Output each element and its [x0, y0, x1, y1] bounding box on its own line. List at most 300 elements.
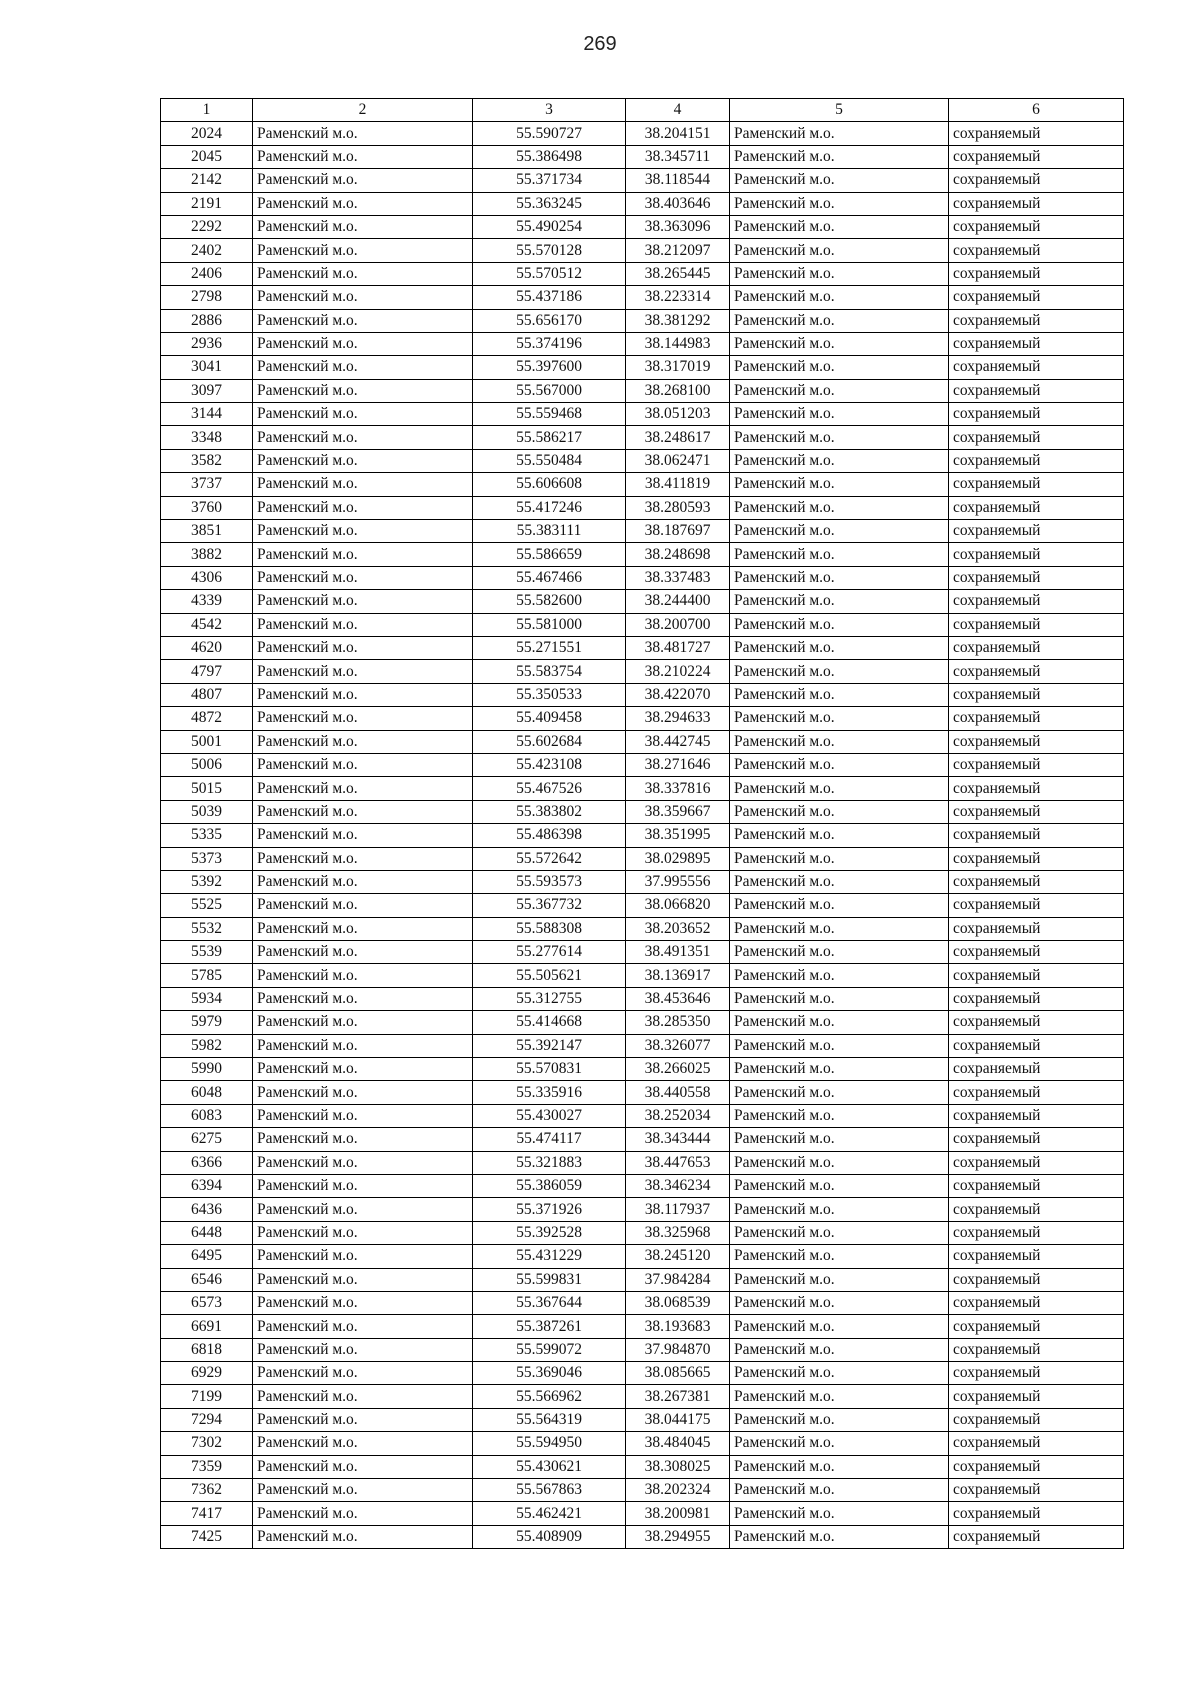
municipality-cell: Раменский м.о.: [253, 1385, 473, 1408]
municipality-cell: Раменский м.о.: [253, 1315, 473, 1338]
municipality-cell: Раменский м.о.: [253, 309, 473, 332]
latitude-cell: 55.593573: [473, 870, 626, 893]
location-cell: Раменский м.о.: [730, 192, 949, 215]
row-number-cell: 5990: [161, 1058, 253, 1081]
municipality-cell: Раменский м.о.: [253, 1432, 473, 1455]
latitude-cell: 55.486398: [473, 824, 626, 847]
column-header-6: 6: [949, 99, 1124, 122]
row-number-cell: 6546: [161, 1268, 253, 1291]
municipality-cell: Раменский м.о.: [253, 1221, 473, 1244]
latitude-cell: 55.570128: [473, 239, 626, 262]
row-number-cell: 2045: [161, 145, 253, 168]
latitude-cell: 55.374196: [473, 332, 626, 355]
row-number-cell: 5982: [161, 1034, 253, 1057]
municipality-cell: Раменский м.о.: [253, 987, 473, 1010]
row-number-cell: 7199: [161, 1385, 253, 1408]
latitude-cell: 55.582600: [473, 590, 626, 613]
status-cell: сохраняемый: [949, 543, 1124, 566]
latitude-cell: 55.467526: [473, 777, 626, 800]
longitude-cell: 38.117937: [626, 1198, 730, 1221]
table-row: [161, 1408, 1124, 1431]
latitude-cell: 55.602684: [473, 730, 626, 753]
municipality-cell: Раменский м.о.: [253, 1034, 473, 1057]
latitude-cell: 55.590727: [473, 122, 626, 145]
longitude-cell: 38.337483: [626, 566, 730, 589]
row-number-cell: 6394: [161, 1174, 253, 1197]
status-cell: сохраняемый: [949, 613, 1124, 636]
location-cell: Раменский м.о.: [730, 636, 949, 659]
table-row: [161, 753, 1124, 776]
objects-table: [160, 98, 1124, 1549]
row-number-cell: 3041: [161, 356, 253, 379]
table-row: [161, 590, 1124, 613]
municipality-cell: Раменский м.о.: [253, 1291, 473, 1314]
row-number-cell: 5525: [161, 894, 253, 917]
latitude-cell: 55.383802: [473, 800, 626, 823]
table-row: [161, 1432, 1124, 1455]
municipality-cell: Раменский м.о.: [253, 941, 473, 964]
municipality-cell: Раменский м.о.: [253, 145, 473, 168]
longitude-cell: 38.248698: [626, 543, 730, 566]
location-cell: Раменский м.о.: [730, 1291, 949, 1314]
table-row: [161, 309, 1124, 332]
column-header-1: 1: [161, 99, 253, 122]
table-row: [161, 660, 1124, 683]
longitude-cell: 37.984870: [626, 1338, 730, 1361]
latitude-cell: 55.369046: [473, 1362, 626, 1385]
table-row: [161, 870, 1124, 893]
latitude-cell: 55.363245: [473, 192, 626, 215]
table-row: [161, 777, 1124, 800]
status-cell: сохраняемый: [949, 590, 1124, 613]
status-cell: сохраняемый: [949, 473, 1124, 496]
longitude-cell: 38.118544: [626, 169, 730, 192]
location-cell: Раменский м.о.: [730, 566, 949, 589]
table-row: [161, 145, 1124, 168]
table-row: [161, 1455, 1124, 1478]
location-cell: Раменский м.о.: [730, 590, 949, 613]
longitude-cell: 38.326077: [626, 1034, 730, 1057]
latitude-cell: 55.594950: [473, 1432, 626, 1455]
longitude-cell: 38.085665: [626, 1362, 730, 1385]
status-cell: сохраняемый: [949, 730, 1124, 753]
longitude-cell: 38.029895: [626, 847, 730, 870]
municipality-cell: Раменский м.о.: [253, 777, 473, 800]
location-cell: Раменский м.о.: [730, 309, 949, 332]
latitude-cell: 55.570512: [473, 262, 626, 285]
municipality-cell: Раменский м.о.: [253, 239, 473, 262]
status-cell: сохраняемый: [949, 800, 1124, 823]
table-row: [161, 215, 1124, 238]
municipality-cell: Раменский м.о.: [253, 1408, 473, 1431]
table-row: [161, 847, 1124, 870]
location-cell: Раменский м.о.: [730, 543, 949, 566]
latitude-cell: 55.567000: [473, 379, 626, 402]
longitude-cell: 38.351995: [626, 824, 730, 847]
row-number-cell: 2191: [161, 192, 253, 215]
row-number-cell: 2142: [161, 169, 253, 192]
municipality-cell: Раменский м.о.: [253, 730, 473, 753]
location-cell: Раменский м.о.: [730, 122, 949, 145]
location-cell: Раменский м.о.: [730, 613, 949, 636]
location-cell: Раменский м.о.: [730, 1338, 949, 1361]
status-cell: сохраняемый: [949, 1338, 1124, 1361]
longitude-cell: 38.144983: [626, 332, 730, 355]
longitude-cell: 38.345711: [626, 145, 730, 168]
row-number-cell: 6818: [161, 1338, 253, 1361]
status-cell: сохраняемый: [949, 1502, 1124, 1525]
longitude-cell: 38.204151: [626, 122, 730, 145]
municipality-cell: Раменский м.о.: [253, 753, 473, 776]
longitude-cell: 38.403646: [626, 192, 730, 215]
latitude-cell: 55.397600: [473, 356, 626, 379]
status-cell: сохраняемый: [949, 145, 1124, 168]
table-row: [161, 332, 1124, 355]
row-number-cell: 3144: [161, 403, 253, 426]
latitude-cell: 55.408909: [473, 1525, 626, 1548]
table-row: [161, 239, 1124, 262]
table-row: [161, 286, 1124, 309]
latitude-cell: 55.572642: [473, 847, 626, 870]
municipality-cell: Раменский м.о.: [253, 1245, 473, 1268]
table-row: [161, 1058, 1124, 1081]
table-row: [161, 800, 1124, 823]
status-cell: сохраняемый: [949, 1291, 1124, 1314]
municipality-cell: Раменский м.о.: [253, 1362, 473, 1385]
municipality-cell: Раменский м.о.: [253, 1479, 473, 1502]
table-row: [161, 1034, 1124, 1057]
location-cell: Раменский м.о.: [730, 1245, 949, 1268]
row-number-cell: 2936: [161, 332, 253, 355]
latitude-cell: 55.383111: [473, 520, 626, 543]
longitude-cell: 38.285350: [626, 1011, 730, 1034]
latitude-cell: 55.417246: [473, 496, 626, 519]
table-row: [161, 1362, 1124, 1385]
location-cell: Раменский м.о.: [730, 870, 949, 893]
row-number-cell: 7362: [161, 1479, 253, 1502]
table-row: [161, 824, 1124, 847]
row-number-cell: 5006: [161, 753, 253, 776]
row-number-cell: 5039: [161, 800, 253, 823]
longitude-cell: 38.203652: [626, 917, 730, 940]
latitude-cell: 55.392528: [473, 1221, 626, 1244]
latitude-cell: 55.387261: [473, 1315, 626, 1338]
row-number-cell: 3737: [161, 473, 253, 496]
table-row: [161, 1502, 1124, 1525]
table-row: [161, 1151, 1124, 1174]
location-cell: Раменский м.о.: [730, 1408, 949, 1431]
longitude-cell: 38.136917: [626, 964, 730, 987]
latitude-cell: 55.386059: [473, 1174, 626, 1197]
municipality-cell: Раменский м.о.: [253, 473, 473, 496]
status-cell: сохраняемый: [949, 496, 1124, 519]
latitude-cell: 55.586659: [473, 543, 626, 566]
location-cell: Раменский м.о.: [730, 286, 949, 309]
row-number-cell: 5392: [161, 870, 253, 893]
longitude-cell: 38.252034: [626, 1104, 730, 1127]
latitude-cell: 55.335916: [473, 1081, 626, 1104]
location-cell: Раменский м.о.: [730, 1011, 949, 1034]
location-cell: Раменский м.о.: [730, 1104, 949, 1127]
location-cell: Раменский м.о.: [730, 824, 949, 847]
municipality-cell: Раменский м.о.: [253, 660, 473, 683]
table-row: [161, 964, 1124, 987]
latitude-cell: 55.462421: [473, 1502, 626, 1525]
municipality-cell: Раменский м.о.: [253, 403, 473, 426]
table-row: [161, 707, 1124, 730]
longitude-cell: 37.984284: [626, 1268, 730, 1291]
status-cell: сохраняемый: [949, 870, 1124, 893]
table-row: [161, 613, 1124, 636]
municipality-cell: Раменский м.о.: [253, 449, 473, 472]
latitude-cell: 55.467466: [473, 566, 626, 589]
row-number-cell: 4339: [161, 590, 253, 613]
row-number-cell: 3760: [161, 496, 253, 519]
row-number-cell: 5785: [161, 964, 253, 987]
table-body: [161, 122, 1124, 1549]
location-cell: Раменский м.о.: [730, 1128, 949, 1151]
latitude-cell: 55.606608: [473, 473, 626, 496]
longitude-cell: 38.453646: [626, 987, 730, 1010]
longitude-cell: 38.202324: [626, 1479, 730, 1502]
location-cell: Раменский м.о.: [730, 894, 949, 917]
latitude-cell: 55.386498: [473, 145, 626, 168]
location-cell: Раменский м.о.: [730, 1174, 949, 1197]
municipality-cell: Раменский м.о.: [253, 192, 473, 215]
latitude-cell: 55.490254: [473, 215, 626, 238]
latitude-cell: 55.586217: [473, 426, 626, 449]
row-number-cell: 4542: [161, 613, 253, 636]
latitude-cell: 55.312755: [473, 987, 626, 1010]
latitude-cell: 55.599072: [473, 1338, 626, 1361]
latitude-cell: 55.367732: [473, 894, 626, 917]
latitude-cell: 55.430027: [473, 1104, 626, 1127]
latitude-cell: 55.581000: [473, 613, 626, 636]
table-row: [161, 1198, 1124, 1221]
longitude-cell: 38.044175: [626, 1408, 730, 1431]
municipality-cell: Раменский м.о.: [253, 870, 473, 893]
municipality-cell: Раменский м.о.: [253, 332, 473, 355]
location-cell: Раменский м.о.: [730, 1385, 949, 1408]
latitude-cell: 55.567863: [473, 1479, 626, 1502]
table-row: [161, 1268, 1124, 1291]
table-row: [161, 1221, 1124, 1244]
latitude-cell: 55.277614: [473, 941, 626, 964]
location-cell: Раменский м.о.: [730, 426, 949, 449]
row-number-cell: 5532: [161, 917, 253, 940]
status-cell: сохраняемый: [949, 1525, 1124, 1548]
longitude-cell: 38.068539: [626, 1291, 730, 1314]
page-number: 269: [583, 33, 617, 55]
location-cell: Раменский м.о.: [730, 1315, 949, 1338]
status-cell: сохраняемый: [949, 1104, 1124, 1127]
location-cell: Раменский м.о.: [730, 730, 949, 753]
longitude-cell: 38.062471: [626, 449, 730, 472]
table-row: [161, 941, 1124, 964]
status-cell: сохраняемый: [949, 636, 1124, 659]
latitude-cell: 55.570831: [473, 1058, 626, 1081]
status-cell: сохраняемый: [949, 1011, 1124, 1034]
status-cell: сохраняемый: [949, 169, 1124, 192]
longitude-cell: 38.317019: [626, 356, 730, 379]
latitude-cell: 55.371734: [473, 169, 626, 192]
row-number-cell: 6573: [161, 1291, 253, 1314]
longitude-cell: 38.193683: [626, 1315, 730, 1338]
row-number-cell: 6495: [161, 1245, 253, 1268]
latitude-cell: 55.566962: [473, 1385, 626, 1408]
status-cell: сохраняемый: [949, 379, 1124, 402]
status-cell: сохраняемый: [949, 847, 1124, 870]
longitude-cell: 38.200981: [626, 1502, 730, 1525]
row-number-cell: 6083: [161, 1104, 253, 1127]
location-cell: Раменский м.о.: [730, 964, 949, 987]
row-number-cell: 6436: [161, 1198, 253, 1221]
location-cell: Раменский м.о.: [730, 753, 949, 776]
municipality-cell: Раменский м.о.: [253, 824, 473, 847]
municipality-cell: Раменский м.о.: [253, 1198, 473, 1221]
row-number-cell: 2292: [161, 215, 253, 238]
municipality-cell: Раменский м.о.: [253, 1502, 473, 1525]
table-row: [161, 1174, 1124, 1197]
latitude-cell: 55.423108: [473, 753, 626, 776]
municipality-cell: Раменский м.о.: [253, 286, 473, 309]
table-row: [161, 122, 1124, 145]
longitude-cell: 38.294955: [626, 1525, 730, 1548]
row-number-cell: 2406: [161, 262, 253, 285]
row-number-cell: 5015: [161, 777, 253, 800]
table-row: [161, 1525, 1124, 1548]
row-number-cell: 5539: [161, 941, 253, 964]
longitude-cell: 38.484045: [626, 1432, 730, 1455]
municipality-cell: Раменский м.о.: [253, 1058, 473, 1081]
latitude-cell: 55.559468: [473, 403, 626, 426]
municipality-cell: Раменский м.о.: [253, 122, 473, 145]
latitude-cell: 55.392147: [473, 1034, 626, 1057]
status-cell: сохраняемый: [949, 122, 1124, 145]
longitude-cell: 38.325968: [626, 1221, 730, 1244]
status-cell: сохраняемый: [949, 964, 1124, 987]
status-cell: сохраняемый: [949, 824, 1124, 847]
status-cell: сохраняемый: [949, 683, 1124, 706]
latitude-cell: 55.564319: [473, 1408, 626, 1431]
location-cell: Раменский м.о.: [730, 403, 949, 426]
municipality-cell: Раменский м.о.: [253, 262, 473, 285]
table-row: [161, 1128, 1124, 1151]
location-cell: Раменский м.о.: [730, 660, 949, 683]
status-cell: сохраняемый: [949, 1315, 1124, 1338]
table-row: [161, 1245, 1124, 1268]
municipality-cell: Раменский м.о.: [253, 543, 473, 566]
longitude-cell: 38.442745: [626, 730, 730, 753]
municipality-cell: Раменский м.о.: [253, 1011, 473, 1034]
row-number-cell: 5934: [161, 987, 253, 1010]
status-cell: сохраняемый: [949, 777, 1124, 800]
latitude-cell: 55.599831: [473, 1268, 626, 1291]
status-cell: сохраняемый: [949, 309, 1124, 332]
table-row: [161, 636, 1124, 659]
table-row: [161, 1315, 1124, 1338]
row-number-cell: 7294: [161, 1408, 253, 1431]
longitude-cell: 38.051203: [626, 403, 730, 426]
location-cell: Раменский м.о.: [730, 941, 949, 964]
location-cell: Раменский м.о.: [730, 449, 949, 472]
location-cell: Раменский м.о.: [730, 683, 949, 706]
municipality-cell: Раменский м.о.: [253, 683, 473, 706]
latitude-cell: 55.583754: [473, 660, 626, 683]
status-cell: сохраняемый: [949, 449, 1124, 472]
row-number-cell: 5001: [161, 730, 253, 753]
latitude-cell: 55.656170: [473, 309, 626, 332]
longitude-cell: 38.422070: [626, 683, 730, 706]
table-row: [161, 543, 1124, 566]
municipality-cell: Раменский м.о.: [253, 1128, 473, 1151]
row-number-cell: 7425: [161, 1525, 253, 1548]
latitude-cell: 55.414668: [473, 1011, 626, 1034]
row-number-cell: 6929: [161, 1362, 253, 1385]
row-number-cell: 6448: [161, 1221, 253, 1244]
status-cell: сохраняемый: [949, 356, 1124, 379]
location-cell: Раменский м.о.: [730, 496, 949, 519]
latitude-cell: 55.437186: [473, 286, 626, 309]
location-cell: Раменский м.о.: [730, 145, 949, 168]
table-row: [161, 262, 1124, 285]
location-cell: Раменский м.о.: [730, 1268, 949, 1291]
row-number-cell: 3882: [161, 543, 253, 566]
longitude-cell: 37.995556: [626, 870, 730, 893]
longitude-cell: 38.359667: [626, 800, 730, 823]
latitude-cell: 55.409458: [473, 707, 626, 730]
row-number-cell: 4306: [161, 566, 253, 589]
longitude-cell: 38.268100: [626, 379, 730, 402]
status-cell: сохраняемый: [949, 1479, 1124, 1502]
latitude-cell: 55.550484: [473, 449, 626, 472]
longitude-cell: 38.271646: [626, 753, 730, 776]
municipality-cell: Раменский м.о.: [253, 215, 473, 238]
longitude-cell: 38.337816: [626, 777, 730, 800]
latitude-cell: 55.430621: [473, 1455, 626, 1478]
municipality-cell: Раменский м.о.: [253, 800, 473, 823]
table-row: [161, 379, 1124, 402]
table-row: [161, 987, 1124, 1010]
table-row: [161, 1479, 1124, 1502]
location-cell: Раменский м.о.: [730, 262, 949, 285]
municipality-cell: Раменский м.о.: [253, 894, 473, 917]
row-number-cell: 2798: [161, 286, 253, 309]
row-number-cell: 4797: [161, 660, 253, 683]
location-cell: Раменский м.о.: [730, 169, 949, 192]
table-row: [161, 1081, 1124, 1104]
table-row: [161, 1385, 1124, 1408]
municipality-cell: Раменский м.о.: [253, 426, 473, 449]
longitude-cell: 38.266025: [626, 1058, 730, 1081]
status-cell: сохраняемый: [949, 215, 1124, 238]
latitude-cell: 55.367644: [473, 1291, 626, 1314]
municipality-cell: Раменский м.о.: [253, 964, 473, 987]
table-row: [161, 1104, 1124, 1127]
row-number-cell: 4807: [161, 683, 253, 706]
table-row: [161, 917, 1124, 940]
municipality-cell: Раменский м.о.: [253, 1104, 473, 1127]
latitude-cell: 55.321883: [473, 1151, 626, 1174]
table-row: [161, 426, 1124, 449]
status-cell: сохраняемый: [949, 1268, 1124, 1291]
latitude-cell: 55.474117: [473, 1128, 626, 1151]
longitude-cell: 38.440558: [626, 1081, 730, 1104]
table-row: [161, 169, 1124, 192]
municipality-cell: Раменский м.о.: [253, 636, 473, 659]
municipality-cell: Раменский м.о.: [253, 1455, 473, 1478]
location-cell: Раменский м.о.: [730, 1502, 949, 1525]
